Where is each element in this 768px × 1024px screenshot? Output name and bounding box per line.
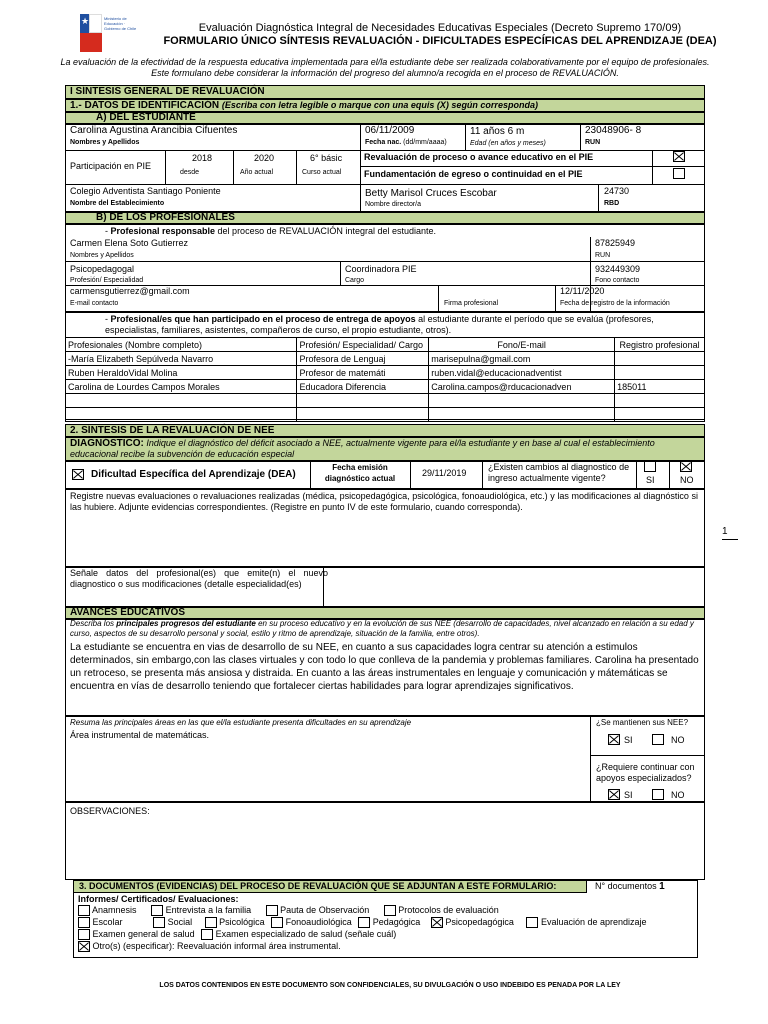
age-label: Edad (en años y meses) xyxy=(470,140,546,147)
fono-checkbox[interactable] xyxy=(271,917,283,928)
doc-other: Otro(s) (especificar): Reevaluación informal área instrumental. xyxy=(78,941,341,952)
reports-title: Informes/ Certificados/ Evaluaciones: xyxy=(78,894,239,904)
pie-from[interactable]: 2018 xyxy=(192,153,213,163)
advances-hint: Describa los principales progresos del estudiante en su proceso educativo y en la evolución de sus NEE (desarrollo de capacidades, nivel alcanzado en relación a su edad y curso, aspectos de su desarrollo personal y social, estilo y ritmo de aprendizaje, situación de la familia, entre otros). xyxy=(70,619,694,638)
changes-si-checkbox[interactable] xyxy=(644,461,656,472)
section1-title: I SÍNTESIS GENERAL DE REVALUACIÓN xyxy=(65,85,705,99)
checkbox-icon xyxy=(680,461,692,472)
doc-row1: Anamnesis Entrevista a la familia Pauta de Observación Protocolos de evaluación xyxy=(78,905,499,916)
social-checkbox[interactable] xyxy=(153,917,165,928)
difficulties-text[interactable]: Área instrumental de matemáticas. xyxy=(70,730,210,740)
pie-year[interactable]: 2020 xyxy=(254,153,275,163)
checkbox-icon xyxy=(608,734,620,745)
observations-box[interactable] xyxy=(65,802,705,880)
section3-title: 3. DOCUMENTOS (EVIDENCIAS) DEL PROCESO DE REVALUACIÓN QUE SE ADJUNTAN A ESTE FORMULARIO: xyxy=(73,880,587,893)
pauta-checkbox[interactable] xyxy=(266,905,278,916)
student-name-label: Nombres y Apellidos xyxy=(70,139,140,146)
doc-row3: Examen general de salud Examen especializado de salud (señale cuál) xyxy=(78,929,396,940)
professionals-header: B) DE LOS PROFESIONALES xyxy=(65,212,705,224)
reval-option: Revaluación de proceso o avance educativo en el PIE xyxy=(364,152,594,162)
nee-no-checkbox[interactable] xyxy=(652,734,664,745)
prof-role[interactable]: Coordinadora PIE xyxy=(345,264,417,274)
escolar-checkbox[interactable] xyxy=(78,917,90,928)
doc-count: N° documentos 1 xyxy=(595,881,665,892)
checkbox-icon xyxy=(673,151,685,162)
reval-checkbox[interactable] xyxy=(673,151,685,162)
page-number: 1 xyxy=(722,526,728,537)
psicologica-checkbox[interactable] xyxy=(205,917,217,928)
birth-label: Fecha nac. (dd/mm/aaaa) xyxy=(365,139,447,146)
reg-date[interactable]: 12/11/2020 xyxy=(560,286,605,296)
director-name[interactable]: Betty Marisol Cruces Escobar xyxy=(365,188,497,199)
egreso-option: Fundamentación de egreso o continuidad en el PIE xyxy=(364,169,583,179)
nee-si-checkbox[interactable] xyxy=(608,734,620,745)
table-row: Ruben HeraldoVidal Molina Profesor de matemáti ruben.vidal@educacionadventist xyxy=(66,366,705,380)
anamnesis-checkbox[interactable] xyxy=(78,905,90,916)
checkbox-icon xyxy=(72,469,84,480)
aprendizaje-checkbox[interactable] xyxy=(526,917,538,928)
advances-text: La estudiante se encuentra en vias de desarrollo de su NEE, en cuanto a sus capacidades logra centrar su atención a estimulos determinados, sin embargo,con las clases virtuales y con todo lo que conlleva de la pandemia y problemas familiares. Carolina ha presentado un retroceso, se presenta más ansiosa y distraida. En cuanto a las áreas instrumentales en lenguaje y comunicación y mátemáticas se encuentra en vías de desarrollo teniendo que fortalecer ciertas habilidades para lograr aprendizajes significativos. xyxy=(70,642,699,692)
dea-checkbox[interactable] xyxy=(72,469,84,480)
rbd[interactable]: 24730 xyxy=(604,186,630,196)
changes-question: ¿Existen cambios al diagnostico de ingreso actualmente vigente? xyxy=(488,462,630,483)
changes-no-checkbox[interactable] xyxy=(680,461,692,472)
checkbox-icon xyxy=(608,789,620,800)
emit-label: Fecha emisión diagnóstico actual xyxy=(324,463,396,483)
diagnosis-value: Dificultad Específica del Aprendizaje (DEA) xyxy=(91,469,296,480)
protocolos-checkbox[interactable] xyxy=(384,905,396,916)
difficulties-hint: Resuma las principales áreas en las que el/la estudiante presenta dificultades en su aprendizaje xyxy=(70,718,412,727)
checkbox-icon xyxy=(652,734,664,745)
support-si-checkbox[interactable] xyxy=(608,789,620,800)
table-row xyxy=(66,394,705,408)
table-row xyxy=(66,408,705,422)
pie-label: Participación en PIE xyxy=(70,161,152,171)
age[interactable]: 11 años 6 m xyxy=(470,126,525,137)
emitters-text: Señale datos del profesional(es) que emite(n) el nuevo diagnostico o sus modificaciones (detalle especialidad(es) xyxy=(70,568,328,589)
prof-phone[interactable]: 932449309 xyxy=(595,264,641,274)
responsible-intro: - Profesional responsable del proceso de REVALUACIÓN integral del estudiante. xyxy=(105,226,436,236)
table-row: Carolina de Lourdes Campos Morales Educadora Diferencia Carolina.campos@rducacionadven 185011 xyxy=(66,380,705,394)
prof-name[interactable]: Carmen Elena Soto Gutierrez xyxy=(70,238,189,248)
footer-notice: LOS DATOS CONTENIDOS EN ESTE DOCUMENTO SON CONFIDENCIALES, SU DIVULGACIÓN O USO INDEBIDO ES PENADA POR LA LEY xyxy=(159,982,621,989)
advances-header: AVANCES EDUCATIVOS xyxy=(65,607,705,619)
otros-checkbox[interactable] xyxy=(78,941,90,952)
support-no-checkbox[interactable] xyxy=(652,789,664,800)
intro: La evaluación de la efectividad de la respuesta educativa implementada para el/la estudiante debe ser realizada colaborativamente por el equipo de profesionales. Este formulano debe considerar la información del progreso del alumno/a recogida en el proceso de REVALUACIÓN. xyxy=(60,57,710,78)
title-line1: Evaluación Diagnóstica Integral de Necesidades Educativas Especiales (Decreto Supremo 170/09) xyxy=(198,22,682,34)
prof-run[interactable]: 87825949 xyxy=(595,238,636,248)
register-text: Registre nuevas evaluaciones o revaluaciones realizadas (médica, psicopedagógica, psicológica, fonoaudiológica, etc.) y las modificaciones al diagnóstico si las hubiere. Adjunte evidencias correspondientes. (Registre en punto IV de este formulario, cuando corresponda). xyxy=(70,491,698,512)
checkbox-icon xyxy=(652,789,664,800)
ministry-text: Ministerio de Educación · Gobierno de Chile xyxy=(104,16,137,31)
salud-checkbox[interactable] xyxy=(78,929,90,940)
prof-specialty[interactable]: Psicopedagogal xyxy=(70,264,135,274)
run-label: RUN xyxy=(585,139,601,146)
birth-date[interactable]: 06/11/2009 xyxy=(365,125,415,136)
school-name[interactable]: Colegio Adventista Santiago Poniente xyxy=(70,186,221,196)
course[interactable]: 6° básic xyxy=(310,153,343,163)
nee-question: ¿Se mantienen sus NEE? xyxy=(596,718,689,727)
observations-label: OBSERVACIONES: xyxy=(70,806,150,816)
team-header-row: Profesionales (Nombre completo) Profesión/ Especialidad/ Cargo Fono/E-mail Registro profesional xyxy=(66,338,705,352)
chile-flag-icon: ★ xyxy=(80,14,102,52)
team-intro: - Profesional/es que han participado en el proceso de entrega de apoyos al estudiante durante el período que se evalúa (profesores, especialistas, familiares, asistentes, compañeros de curso, el propio estudiante, otros). xyxy=(105,314,654,335)
diagnosis-header: DIAGNÓSTICO: Indique el diagnóstico del déficit asociado a NEE, actualmente vigente para el/la estudiante y en base al cual el establecimiento educacional recibe la subvención de educación especial xyxy=(65,437,705,461)
checkbox-icon xyxy=(673,168,685,179)
support-question: ¿Requiere continuar con apoyos especializados? xyxy=(596,762,695,783)
section2-title: 2. SÍNTESIS DE LA REVALUACIÓN DE NEE xyxy=(65,424,705,437)
team-table xyxy=(65,337,705,422)
student-name[interactable]: Carolina Agustina Arancibia Cifuentes xyxy=(70,125,238,136)
run[interactable]: 23048906- 8 xyxy=(585,125,642,136)
emit-date[interactable]: 29/11/2019 xyxy=(422,468,467,478)
prof-email[interactable]: carmensgutierrez@gmail.com xyxy=(70,286,190,296)
psicopedagogica-checkbox[interactable] xyxy=(431,917,443,928)
checkbox-icon xyxy=(644,461,656,472)
pedagogica-checkbox[interactable] xyxy=(358,917,370,928)
table-row: -María Elizabeth Sepúlveda Navarro Profesora de Lenguaj marisepulna@gmail.com xyxy=(66,352,705,366)
identification-header: 1.- DATOS DE IDENTIFICACIÓN (Escriba con letra legible o marque con una equis (X) según corresponda) xyxy=(65,99,705,112)
doc-row2: Escolar Social Psicológica Fonoaudiológica Pedagógica Psicopedagógica Evaluación de aprendizaje xyxy=(78,917,647,928)
student-header: A) DEL ESTUDIANTE xyxy=(65,112,705,124)
title-line2: FORMULARIO ÚNICO SÍNTESIS REVALUACIÓN - DIFICULTADES ESPECÍFICAS DEL APRENDIZAJE (DEA) xyxy=(163,35,717,47)
ministry-logo xyxy=(80,14,138,52)
entrevista-checkbox[interactable] xyxy=(151,905,163,916)
egreso-checkbox[interactable] xyxy=(673,168,685,179)
signature-label: Firma profesional xyxy=(444,300,499,307)
especializado-checkbox[interactable] xyxy=(201,929,213,940)
